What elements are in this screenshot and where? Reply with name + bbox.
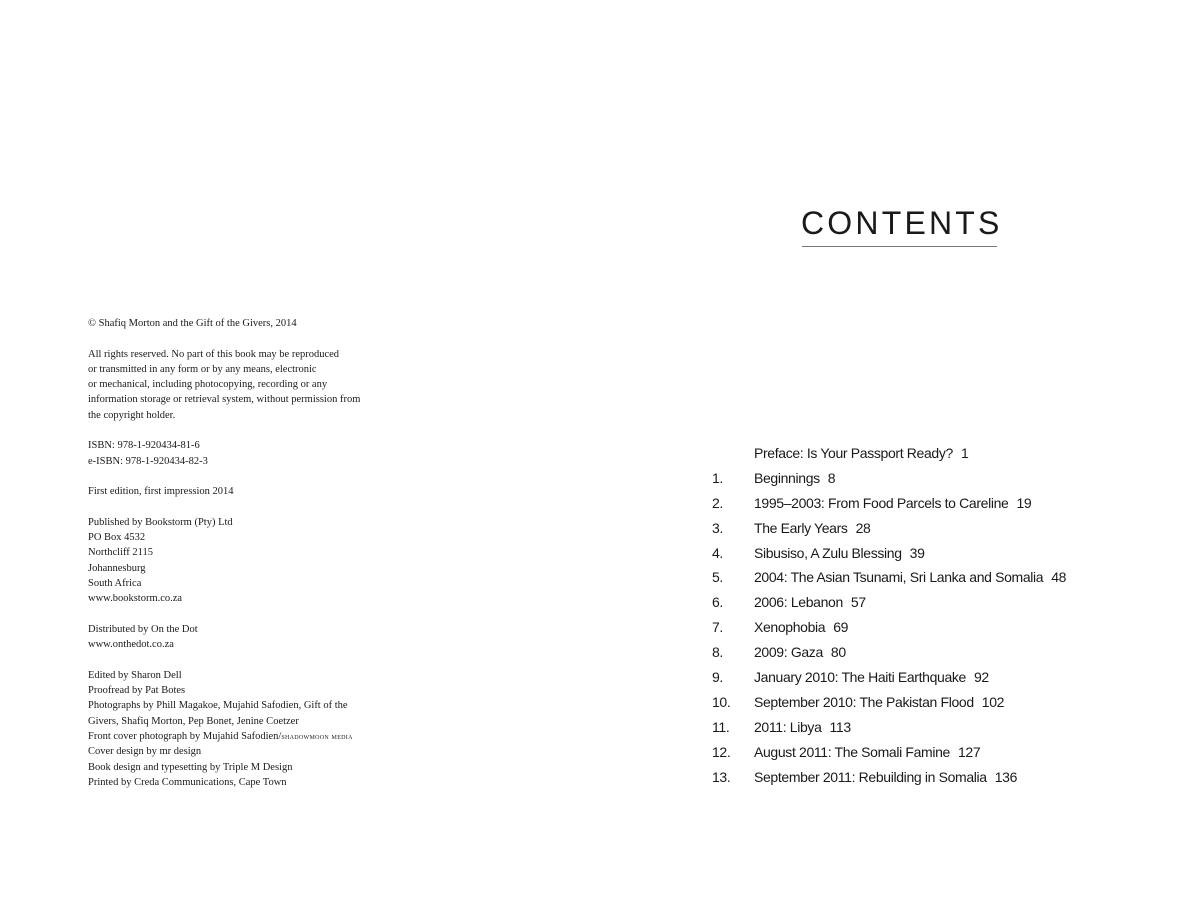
rights-line: information storage or retrieval system, without permission from <box>88 394 361 406</box>
publisher-suburb: Northcliff 2115 <box>88 547 154 559</box>
chapter-page-number: 69 <box>833 619 849 636</box>
chapter-title: 2006: Lebanon <box>754 594 843 611</box>
title-underline <box>802 246 997 247</box>
chapter-number: 4. <box>712 544 723 561</box>
chapter-page-number: 113 <box>829 718 851 735</box>
front-cover-photographer: Front cover photograph by Mujahid Safodien/ <box>88 731 282 743</box>
proofreader-credit: Proofread by Pat Botes <box>88 685 186 697</box>
chapter-label <box>754 565 1066 590</box>
chapter-number: 10. <box>712 693 731 710</box>
chapter-page-number: 28 <box>855 519 871 536</box>
isbn-block <box>88 438 418 469</box>
toc-entry <box>712 466 1182 491</box>
chapter-label <box>754 516 870 541</box>
chapter-title: 2011: Libya <box>754 718 822 735</box>
isbn: ISBN: 978-1-920434-81-6 <box>88 440 200 452</box>
chapter-number: 13. <box>712 768 731 785</box>
chapter-title: 1995–2003: From Food Parcels to Careline <box>754 494 1009 511</box>
chapter-number: 7. <box>712 619 723 636</box>
contents-page <box>600 0 1200 917</box>
chapter-label <box>754 466 835 491</box>
chapter-page-number: 127 <box>958 743 981 760</box>
chapter-number: 8. <box>712 644 723 661</box>
toc-entry <box>712 491 1182 516</box>
front-cover-credit <box>88 729 418 744</box>
chapter-label <box>754 740 980 765</box>
chapter-page-number: 57 <box>850 594 866 611</box>
rights-line: or transmitted in any form or by any means, electronic <box>88 363 317 375</box>
contents-title: CONTENTS <box>801 205 1003 241</box>
toc-entry <box>712 640 1182 665</box>
front-cover-agency: shadowmoon media <box>281 731 353 742</box>
publisher-name: Published by Bookstorm (Pty) Ltd <box>88 516 233 528</box>
distributor-block <box>88 622 418 653</box>
chapter-label <box>754 665 989 690</box>
chapter-number: 2. <box>712 494 723 511</box>
chapter-title: January 2010: The Haiti Earthquake <box>754 669 966 686</box>
chapter-label <box>754 590 866 615</box>
chapter-number: 3. <box>712 519 723 536</box>
publisher-city: Johannesburg <box>88 562 146 574</box>
chapter-number: 9. <box>712 669 723 686</box>
edition-block <box>88 484 418 499</box>
toc-entry <box>712 765 1182 790</box>
chapter-page-number: 19 <box>1016 494 1032 511</box>
rights-line: the copyright holder. <box>88 409 176 421</box>
toc-entry <box>712 615 1182 640</box>
copyright-line: © Shafiq Morton and the Gift of the Givers, 2014 <box>88 318 297 329</box>
publisher-country: South Africa <box>88 578 142 590</box>
toc-entry <box>712 590 1182 615</box>
rights-notice <box>88 347 418 423</box>
chapter-number: 11. <box>712 718 730 735</box>
chapter-title: Xenophobia <box>754 619 826 636</box>
publisher-po-box: PO Box 4532 <box>88 532 146 544</box>
chapter-page-number: 48 <box>1051 569 1067 586</box>
chapter-page-number: 1 <box>960 445 969 461</box>
photographs-credit: Photographs by Phill Magakoe, Mujahid Safodien, Gift of the <box>88 700 348 712</box>
toc-entry <box>712 690 1182 715</box>
copyright-notice <box>88 316 418 331</box>
printer-credit: Printed by Creda Communications, Cape Town <box>88 776 287 788</box>
publisher-block <box>88 515 418 607</box>
chapter-label <box>754 715 851 740</box>
toc-entry <box>712 740 1182 765</box>
chapter-label <box>754 690 1004 715</box>
toc-entry <box>712 441 1182 466</box>
chapter-label <box>754 640 846 665</box>
imprint-block <box>88 316 418 806</box>
chapter-title: August 2011: The Somali Famine <box>754 743 950 760</box>
table-of-contents <box>712 441 1182 789</box>
chapter-label <box>754 615 848 640</box>
toc-entry <box>712 665 1182 690</box>
book-design-credit: Book design and typesetting by Triple M Design <box>88 761 293 773</box>
publisher-website: www.bookstorm.co.za <box>88 593 183 605</box>
chapter-title: The Early Years <box>754 519 848 536</box>
chapter-page-number: 8 <box>827 469 836 486</box>
credits-block <box>88 668 418 790</box>
chapter-label <box>754 491 1031 516</box>
chapter-title: Beginnings <box>754 469 820 486</box>
chapter-title: 2004: The Asian Tsunami, Sri Lanka and Somalia <box>754 569 1044 586</box>
toc-entry <box>712 565 1182 590</box>
chapter-page-number: 39 <box>909 544 925 561</box>
chapter-title: Sibusiso, A Zulu Blessing <box>754 544 902 561</box>
chapter-page-number: 80 <box>830 644 846 661</box>
chapter-label <box>754 541 925 566</box>
chapter-title: September 2010: The Pakistan Flood <box>754 693 974 710</box>
distributor-name: Distributed by On the Dot <box>88 623 198 635</box>
editor-credit: Edited by Sharon Dell <box>88 669 182 681</box>
toc-entry <box>712 715 1182 740</box>
chapter-number: 6. <box>712 594 723 611</box>
e-isbn: e-ISBN: 978-1-920434-82-3 <box>88 455 208 467</box>
photographs-credit-continued: Givers, Shafiq Morton, Pep Bonet, Jenine Coetzer <box>88 715 299 727</box>
edition: First edition, first impression 2014 <box>88 486 234 498</box>
chapter-number: 12. <box>712 743 731 760</box>
cover-design-credit: Cover design by mr design <box>88 746 202 758</box>
chapter-title: 2009: Gaza <box>754 644 823 661</box>
chapter-label <box>754 765 1017 790</box>
chapter-page-number: 92 <box>973 669 989 686</box>
chapter-number: 1. <box>712 469 723 486</box>
chapter-page-number: 102 <box>981 693 1005 710</box>
chapter-title: September 2011: Rebuilding in Somalia <box>754 768 987 785</box>
toc-entry <box>712 541 1182 566</box>
chapter-number: 5. <box>712 569 723 586</box>
distributor-website: www.onthedot.co.za <box>88 639 174 651</box>
chapter-page-number: 136 <box>994 768 1018 785</box>
chapter-label <box>754 441 968 466</box>
toc-entry <box>712 516 1182 541</box>
rights-line: or mechanical, including photocopying, recording or any <box>88 379 328 391</box>
chapter-title: Preface: Is Your Passport Ready? <box>754 445 953 461</box>
rights-line: All rights reserved. No part of this book may be reproduced <box>88 348 340 360</box>
